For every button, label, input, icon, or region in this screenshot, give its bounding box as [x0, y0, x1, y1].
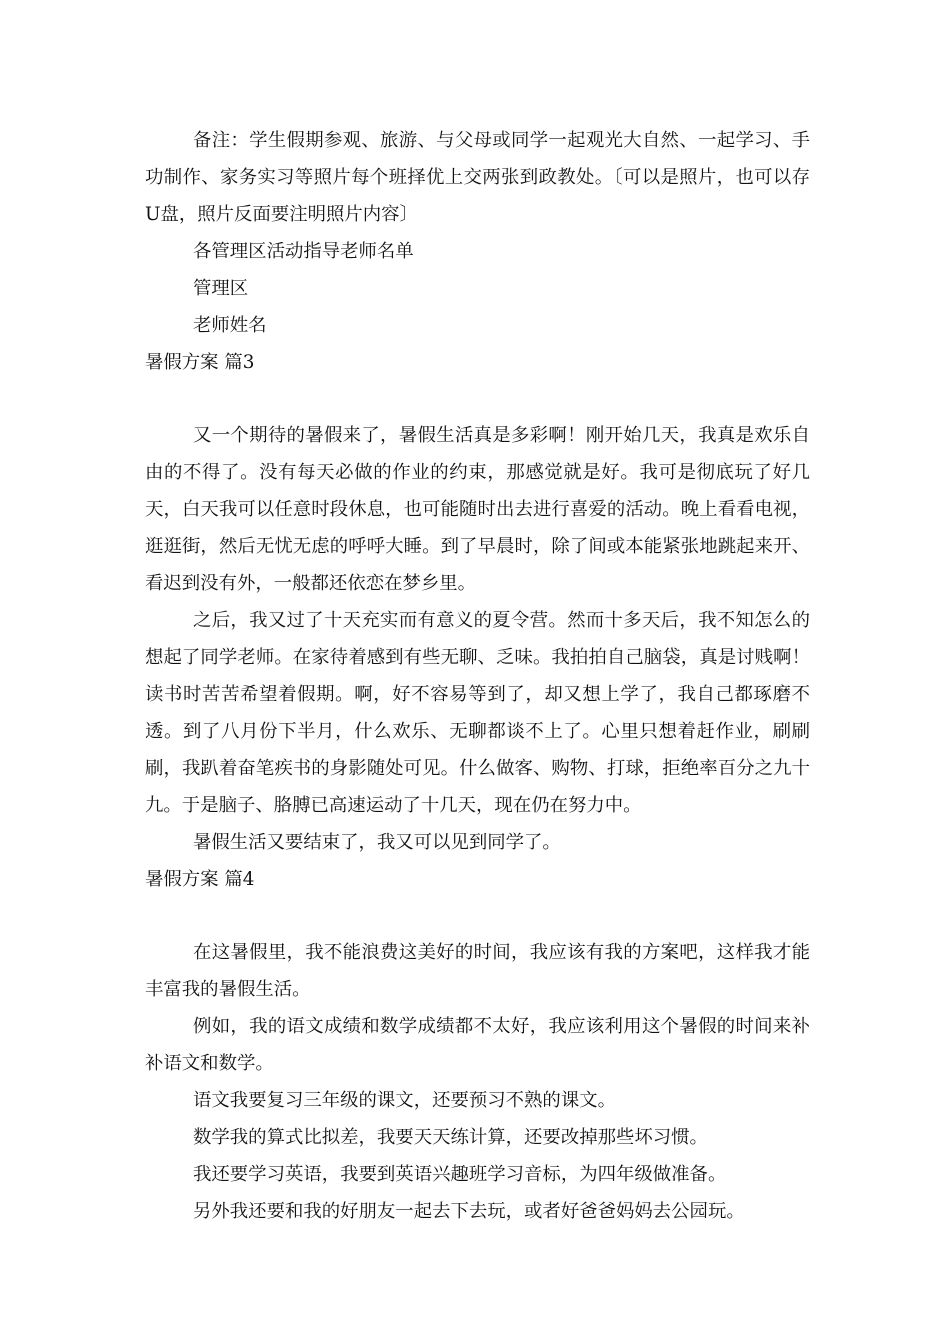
section-4-paragraph-3: 语文我要复习三年级的课文，还要预习不熟的课文。 — [193, 1090, 616, 1111]
section-3-paragraph-2: 之后，我又过了十天充实而有意义的夏令营。然而十多天后，我不知怎么的想起了同学老师。在家待着感到有些无聊、乏味。我拍拍自己脑袋，真是讨贱啊！读书时苦苦希望着假期。啊，好不容易等到了，却又想上学了，我自己都琢磨不透。到了八月份下半月，什么欢乐、无聊都谈不上了。心里只想着赶作业，刷刷刷，我趴着奋笔疾书的身影随处可见。什么做客、购物、打球，拒绝率百分之九十九。于是脑子、胳膊已高速运动了十几天，现在仍在努力中。 — [145, 610, 810, 816]
column-teacher-label: 老师姓名 — [193, 315, 267, 336]
spacer — [145, 381, 810, 417]
document-page — [145, 122, 810, 1230]
section-4-paragraph-5: 我还要学习英语，我要到英语兴趣班学习音标，为四年级做准备。 — [193, 1164, 727, 1185]
section-4-paragraph-6: 另外我还要和我的好朋友一起去下去玩，或者好爸爸妈妈去公园玩。 — [193, 1201, 745, 1222]
section-3-paragraph-3: 暑假生活又要结束了，我又可以见到同学了。 — [193, 832, 561, 853]
section-4-paragraph-2: 例如，我的语文成绩和数学成绩都不太好，我应该利用这个暑假的时间来补补语文和数学。 — [145, 1016, 810, 1074]
teacher-list-title: 各管理区活动指导老师名单 — [193, 241, 414, 262]
section-3-paragraph-1: 又一个期待的暑假来了，暑假生活真是多彩啊！刚开始几天，我真是欢乐自由的不得了。没有每天必做的作业的约束，那感觉就是好。我可是彻底玩了好几天，白天我可以任意时段休息，也可能随时出去进行喜爱的活动。晚上看看电视，逛逛街，然后无忧无虑的呼呼大睡。到了早晨时，除了间或本能紧张地跳起来开、看迟到没有外，一般都还依恋在梦乡里。 — [145, 425, 810, 594]
note-paragraph: 备注：学生假期参观、旅游、与父母或同学一起观光大自然、一起学习、手功制作、家务实习等照片每个班择优上交两张到政教处。〔可以是照片，也可以存U盘，照片反面要注明照片内容〕 — [145, 130, 810, 225]
section-4-paragraph-1: 在这暑假里，我不能浪费这美好的时间，我应该有我的方案吧，这样我才能丰富我的暑假生活。 — [145, 942, 810, 1000]
spacer — [145, 898, 810, 934]
section-3-heading: 暑假方案 篇3 — [145, 352, 255, 373]
section-4-heading: 暑假方案 篇4 — [145, 869, 255, 890]
column-area-label: 管理区 — [193, 278, 249, 299]
section-4-paragraph-4: 数学我的算式比拟差，我要天天练计算，还要改掉那些坏习惯。 — [193, 1127, 708, 1148]
